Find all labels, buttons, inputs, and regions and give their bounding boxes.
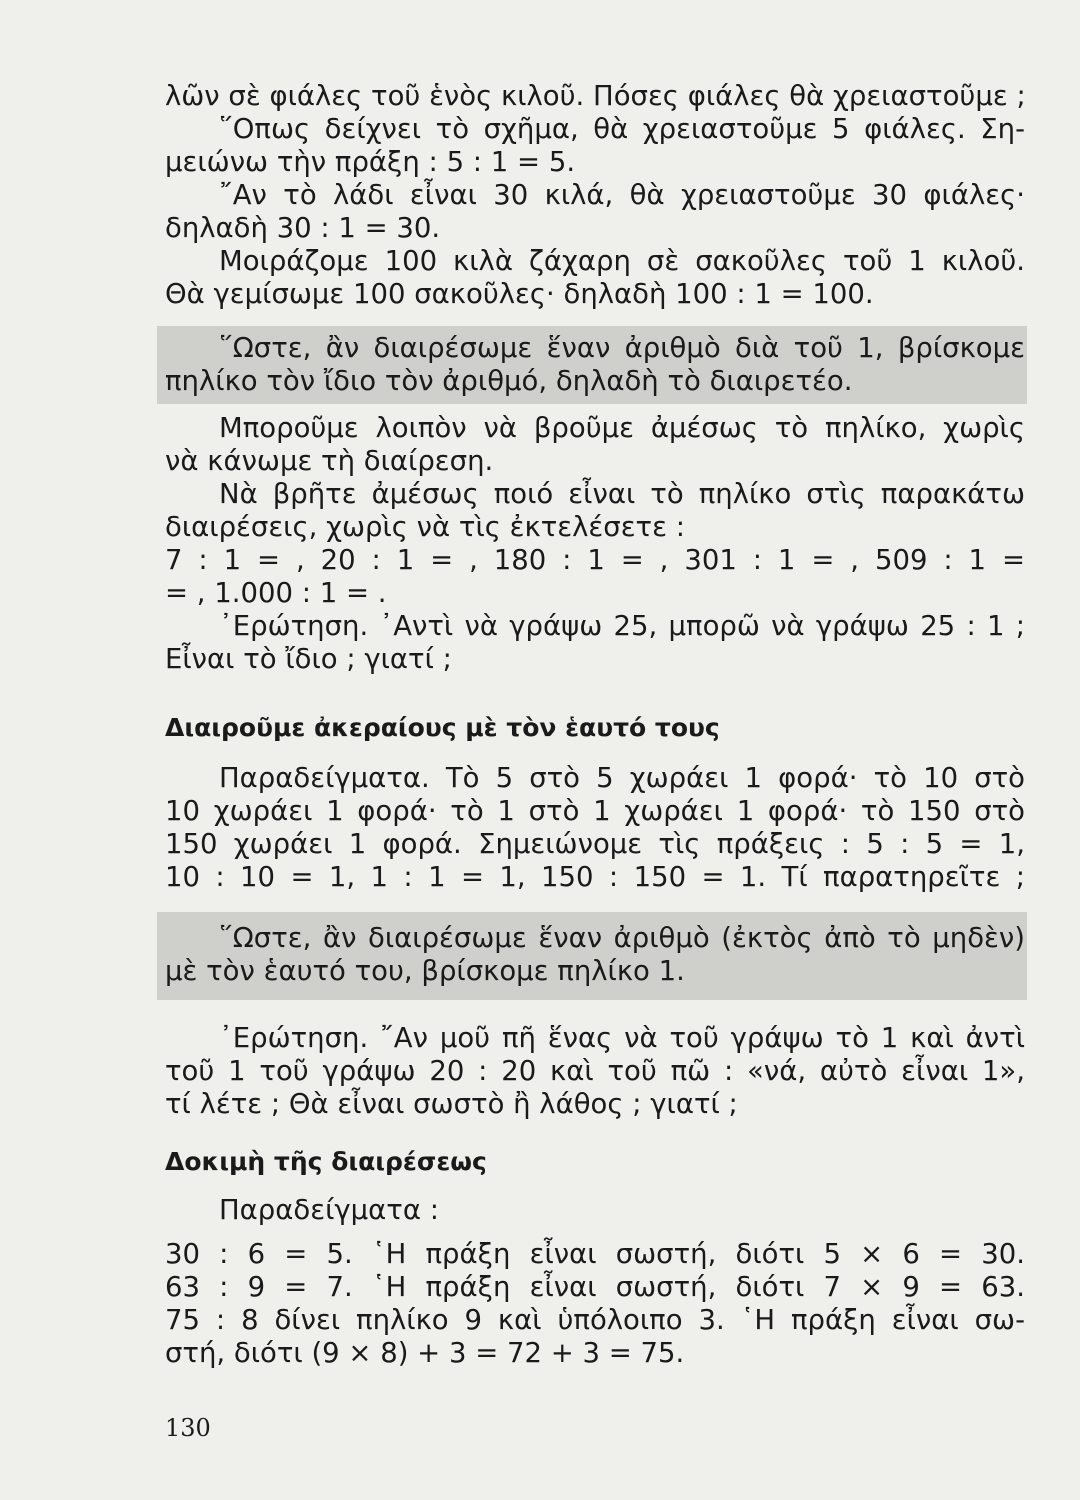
text-line: τί λέτε ; Θὰ εἶναι σωστὸ ἢ λάθος ; γιατί ; [165,1088,738,1120]
text-line: 30 : 6 = 5. ῾Η πράξη εἶναι σωστή, διότι 5 × 6 = 30. [165,1238,1025,1270]
exercise-line: 7 : 1 = , 20 : 1 = , 180 : 1 = , 301 : 1 = , 509 : 1 = [165,544,1025,576]
text-line: στή, διότι (9 × 8) + 3 = 72 + 3 = 75. [165,1337,685,1369]
heading-divide-by-self: Διαιροῦμε ἀκεραίους μὲ τὸν ἑαυτό τους [165,713,720,742]
text-line: Μοιράζομε 100 κιλὰ ζάχαρη σὲ σακοῦλες τοῦ 1 κιλοῦ. [219,245,1025,277]
text-line: 10 χωράει 1 φορά· τὸ 1 στὸ 1 χωράει 1 φορά· τὸ 150 στὸ [165,795,1025,827]
text-line: ᾿Ερώτηση. ῎Αν μοῦ πῆ ἕνας νὰ τοῦ γράψω τὸ 1 καὶ ἀντὶ [219,1022,1025,1054]
question-line: ᾿Ερώτηση. ᾿Αντὶ νὰ γράψω 25, μπορῶ νὰ γράψω 25 : 1 ; [219,610,1025,642]
text-line: δηλαδὴ 30 : 1 = 30. [165,212,441,244]
text-line: 150 χωράει 1 φορά. Σημειώνομε τὶς πράξεις : 5 : 5 = 1, [165,828,1025,860]
text-line: Θὰ γεμίσωμε 100 σακοῦλες· δηλαδὴ 100 : 1 = 100. [165,278,874,310]
rule-line: πηλίκο τὸν ἴδιο τὸν ἀριθμό, δηλαδὴ τὸ διαιρετέο. [165,365,853,397]
rule-divide-by-self [165,922,1025,988]
text-line: 63 : 9 = 7. ῾Η πράξη εἶναι σωστή, διότι 7 × 9 = 63. [165,1271,1025,1303]
paragraph-examples-self [165,762,1025,894]
page-number: 130 [165,1414,211,1442]
rule-divide-by-one [165,332,1025,398]
text-line: νὰ κάνωμε τὴ διαίρεση. [165,445,494,477]
question-line: Εἶναι τὸ ἴδιο ; γιατί ; [165,643,452,675]
text-line: τοῦ 1 τοῦ γράψω 20 : 20 καὶ τοῦ πῶ : «νά, αὐτὸ εἶναι 1», [165,1055,1025,1087]
heading-division-check: Δοκιμὴ τῆς διαιρέσεως [165,1147,487,1176]
text-line: Μποροῦμε λοιπὸν νὰ βροῦμε ἀμέσως τὸ πηλίκο, χωρὶς [219,412,1025,444]
text-line: Νὰ βρῆτε ἀμέσως ποιό εἶναι τὸ πηλίκο στὶς παρακάτω [219,478,1025,510]
paragraph-exercises [165,412,1025,676]
paragraph-question [165,1022,1025,1121]
text-line: 10 : 10 = 1, 1 : 1 = 1, 150 : 150 = 1. Τί παρατηρεῖτε ; [165,861,1025,893]
text-line: λῶν σὲ φιάλες τοῦ ἑνὸς κιλοῦ. Πόσες φιάλες θὰ χρειαστοῦμε ; [165,80,1026,112]
paragraph-bottles [165,80,1025,311]
text-line: ῎Αν τὸ λάδι εἶναι 30 κιλά, θὰ χρειαστοῦμε 30 φιάλες· [219,179,1025,211]
text-line: Παραδείγματα. Τὸ 5 στὸ 5 χωράει 1 φορά· τὸ 10 στὸ [219,762,1025,794]
rule-line: μὲ τὸν ἑαυτό του, βρίσκομε πηλίκο 1. [165,955,685,987]
text-line: διαιρέσεις, χωρὶς νὰ τὶς ἐκτελέσετε : [165,511,685,543]
text-line: μειώνω τὴν πράξη : 5 : 1 = 5. [165,146,576,178]
text-line: ῞Οπως δείχνει τὸ σχῆμα, θὰ χρειαστοῦμε 5 φιάλες. Ση- [219,113,1025,145]
rule-line: ῞Ωστε, ἂν διαιρέσωμε ἕναν ἀριθμὸ διὰ τοῦ 1, βρίσκομε [219,332,1025,364]
paragraph-check-examples [165,1194,1025,1227]
text-line: Παραδείγματα : [219,1194,439,1226]
text-line: 75 : 8 δίνει πηλίκο 9 καὶ ὑπόλοιπο 3. ῾Η πράξη εἶναι σω- [165,1304,1025,1336]
rule-line: ῞Ωστε, ἂν διαιρέσωμε ἕναν ἀριθμὸ (ἐκτὸς ἀπὸ τὸ μηδὲν) [219,922,1025,954]
exercise-line: = , 1.000 : 1 = . [165,577,387,609]
paragraph-check-cases [165,1238,1025,1370]
